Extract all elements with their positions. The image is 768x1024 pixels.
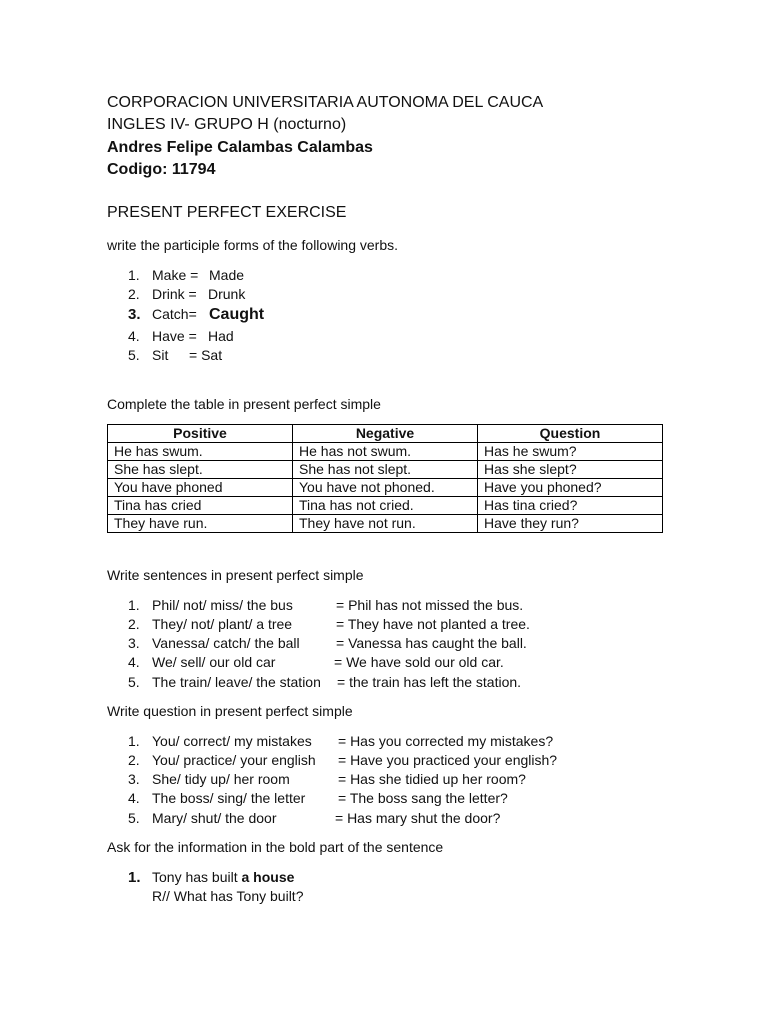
sentence-prompt: Vanessa/ catch/ the ball [152,635,300,651]
table-cell: You have phoned [108,479,293,497]
list-item [128,810,500,826]
table-cell: She has not slept. [293,461,478,479]
question-prompt: You/ practice/ your english [152,752,316,768]
table-cell: You have not phoned. [293,479,478,497]
list-item [128,752,557,768]
list-item [128,869,294,886]
list-number: 3. [128,635,140,651]
list-item [128,616,530,632]
sentence-answer: = Vanessa has caught the ball. [336,635,527,651]
answer-reply: R// What has Tony built? [152,888,304,904]
list-item [128,597,523,613]
list-item [128,771,526,787]
list-number: 4. [128,654,140,670]
participle: Drunk [208,286,246,302]
list-number: 1. [128,869,141,886]
sentence-prompt: The train/ leave/ the station [152,674,321,690]
question-answer: = Has you corrected my mistakes? [338,733,554,749]
table-row [108,497,663,515]
section5-instruction: Ask for the information in the bold part of the sentence [107,839,444,855]
table-row [108,515,663,533]
list-item [128,306,264,324]
list-number: 1. [128,733,140,749]
table-row [108,461,663,479]
institution-name: CORPORACION UNIVERSITARIA AUTONOMA DEL CAUCA [107,94,544,111]
list-number: 4. [128,328,140,344]
sentence-answer: = We have sold our old car. [334,654,504,670]
list-item [128,674,521,690]
list-number: 2. [128,616,140,632]
list-item [128,635,527,651]
student-code: Codigo: 11794 [107,161,216,178]
table-row [108,479,663,497]
list-item [128,347,222,363]
question-answer: = Have you practiced your english? [338,752,558,768]
verb: Have = [152,328,197,344]
list-number: 5. [128,347,140,363]
list-number: 3. [128,771,140,787]
sentence-prompt: We/ sell/ our old car [152,654,276,670]
question-answer: = The boss sang the letter? [338,790,508,806]
list-item [128,733,553,749]
column-header-positive: Positive [108,425,293,443]
participle: Had [208,328,234,344]
list-number: 5. [128,810,140,826]
question-prompt: The boss/ sing/ the letter [152,790,306,806]
sentence-prompt: Phil/ not/ miss/ the bus [152,597,293,613]
student-name: Andres Felipe Calambas Calambas [107,139,373,156]
section3-instruction: Write sentences in present perfect simple [107,567,364,583]
list-item [128,267,244,283]
table-header-row [108,425,663,443]
verb: Sit [152,347,169,363]
list-number: 4. [128,790,140,806]
section4-instruction: Write question in present perfect simple [107,703,353,719]
list-item [128,328,234,344]
section1-instruction: write the participle forms of the following verbs. [107,237,399,253]
verb: Make = [152,267,199,283]
table-cell: He has swum. [108,443,293,461]
table-cell: They have run. [108,515,293,533]
table-cell: Have they run? [478,515,663,533]
column-header-negative: Negative [293,425,478,443]
question-answer: = Has she tidied up her room? [338,771,526,787]
table-cell: Has he swum? [478,443,663,461]
list-item [128,790,508,806]
table-cell: Tina has cried [108,497,293,515]
question-answer: = Has mary shut the door? [335,810,501,826]
list-number: 3. [128,306,141,323]
participle: = Sat [189,347,223,363]
verb: Drink = [152,286,197,302]
sentence-answer: = the train has left the station. [337,674,522,690]
bold-part: a house [241,869,295,885]
table-row [108,443,663,461]
table-cell: She has slept. [108,461,293,479]
exercise-title: PRESENT PERFECT EXERCISE [107,204,347,221]
list-number: 5. [128,674,140,690]
sentence-text: Tony has built [152,869,242,885]
table-cell: Have you phoned? [478,479,663,497]
participle: Caught [209,306,265,323]
verb: Catch= [152,306,197,322]
question-prompt: Mary/ shut/ the door [152,810,277,826]
sentence-answer: = They have not planted a tree. [336,616,530,632]
participle: Made [209,267,245,283]
table-cell: He has not swum. [293,443,478,461]
course-name: INGLES IV- GRUPO H (nocturno) [107,116,347,133]
table-cell: Has tina cried? [478,497,663,515]
question-prompt: She/ tidy up/ her room [152,771,290,787]
question-prompt: You/ correct/ my mistakes [152,733,312,749]
present-perfect-table [107,424,663,533]
column-header-question: Question [478,425,663,443]
sentence-prompt: They/ not/ plant/ a tree [152,616,293,632]
list-number: 2. [128,752,140,768]
section2-instruction: Complete the table in present perfect simple [107,396,381,412]
list-item [128,654,504,670]
list-number: 1. [128,597,140,613]
list-item [128,286,245,302]
table-cell: They have not run. [293,515,478,533]
list-number: 1. [128,267,140,283]
list-number: 2. [128,286,140,302]
table-cell: Has she slept? [478,461,663,479]
sentence-answer: = Phil has not missed the bus. [336,597,524,613]
table-cell: Tina has not cried. [293,497,478,515]
